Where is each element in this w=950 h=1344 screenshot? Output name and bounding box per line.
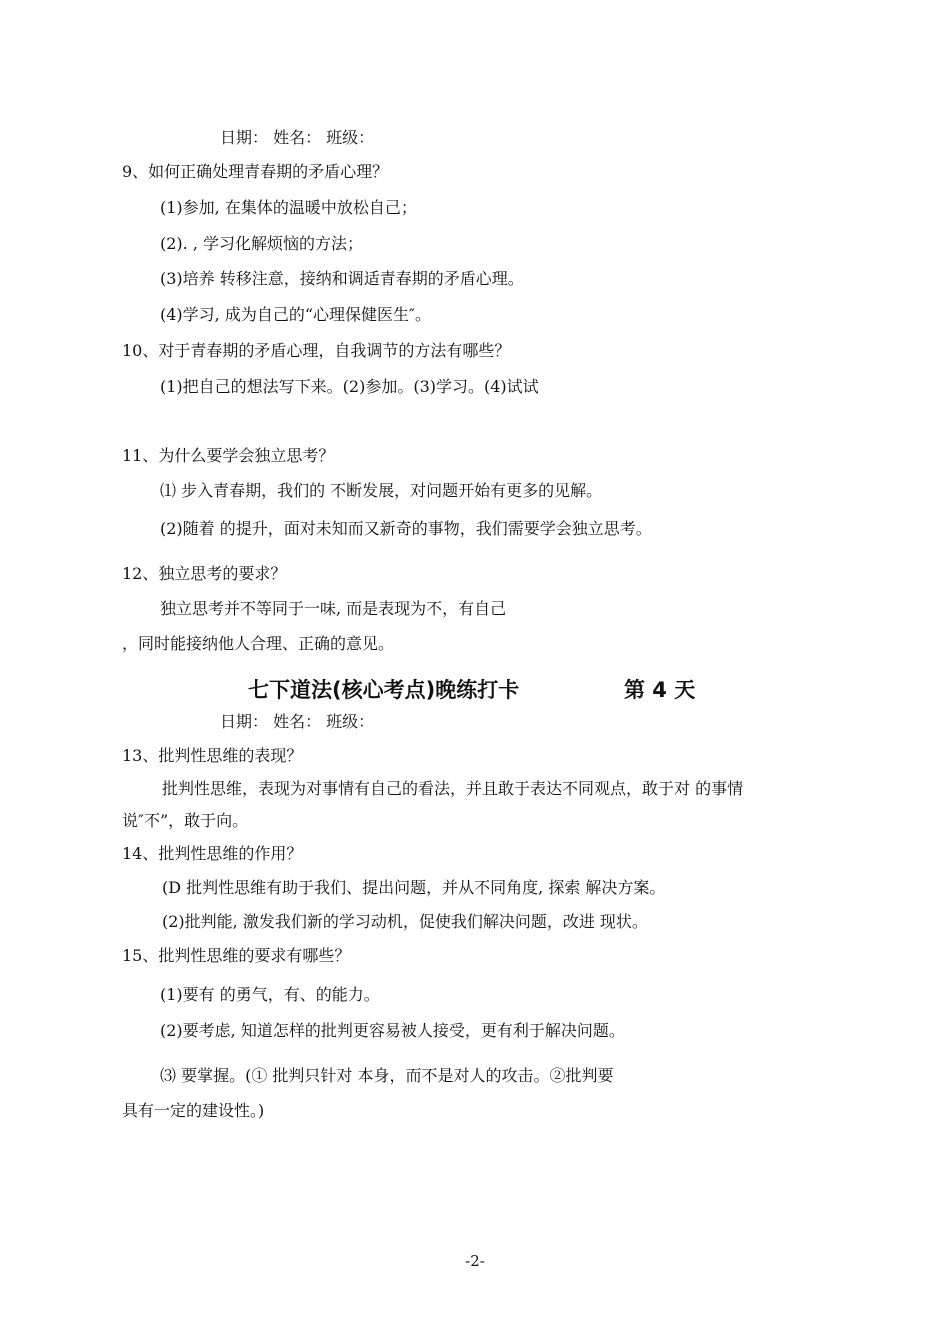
q11-answer-1: ⑴ 步入青春期，我们的 不断发展，对问题开始有更多的见解。 (160, 481, 603, 500)
q9-answer-1: (1)参加, 在集体的温暖中放松自己； (160, 198, 417, 217)
q15-answer-1: (1)要有 的勇气，有、的能力。 (160, 985, 380, 1004)
section-title: 七下道法(核心考点)晚练打卡 (248, 678, 520, 702)
date-name-class-header: 日期： 姓名： 班级： (220, 128, 375, 147)
q15-answer-2: (2)要考虑, 知道怎样的批判更容易被人接受，更有利于解决问题。 (160, 1021, 625, 1040)
q13-answer-line-2: 说″不”，敢于向。 (122, 811, 249, 830)
q9-answer-4: (4)学习, 成为自己的“心理保健医生″。 (160, 305, 431, 324)
q14-answer-1: (D 批判性思维有助于我们、提出问题，并从不同角度, 探索 解决方案。 (162, 878, 666, 897)
question-14: 14、批判性思维的作用？ (122, 844, 303, 863)
q15-answer-3-line-2: 具有一定的建设性。) (122, 1101, 265, 1120)
question-11: 11、为什么要学会独立思考？ (122, 446, 335, 465)
q9-answer-3: (3)培养 转移注意，接纳和调适青春期的矛盾心理。 (160, 269, 524, 288)
q9-answer-2: (2). , 学习化解烦恼的方法； (160, 234, 364, 253)
date-name-class-header-2: 日期： 姓名： 班级： (220, 712, 375, 731)
q13-answer-line-1: 批判性思维，表现为对事情有自己的看法，并且敢于表达不同观点，敢于对 的事情 (162, 779, 744, 798)
q12-answer-line-2: ，同时能接纳他人合理、正确的意见。 (122, 634, 395, 653)
question-12: 12、独立思考的要求？ (122, 564, 287, 583)
page-number: -2- (465, 1252, 485, 1270)
question-13: 13、批判性思维的表现？ (122, 746, 303, 765)
question-10: 10、对于青春期的矛盾心理，自我调节的方法有哪些？ (122, 341, 511, 360)
question-15: 15、批判性思维的要求有哪些？ (122, 946, 351, 965)
q15-answer-3-line-1: ⑶ 要掌握。(① 批判只针对 本身，而不是对人的攻击。②批判要 (160, 1066, 614, 1085)
q10-answer: (1)把自己的想法写下来。(2)参加。(3)学习。(4)试试 (160, 377, 539, 396)
q14-answer-2: (2)批判能, 激发我们新的学习动机，促使我们解决问题，改进 现状。 (162, 912, 648, 931)
section-day: 第 4 天 (624, 678, 696, 702)
q11-answer-2: (2)随着 的提升，面对未知而又新奇的事物，我们需要学会独立思考。 (160, 519, 652, 538)
q12-answer-line-1: 独立思考并不等同于一味, 而是表现为不，有自己 (160, 599, 507, 618)
question-9: 9、如何正确处理青春期的矛盾心理？ (122, 162, 389, 181)
